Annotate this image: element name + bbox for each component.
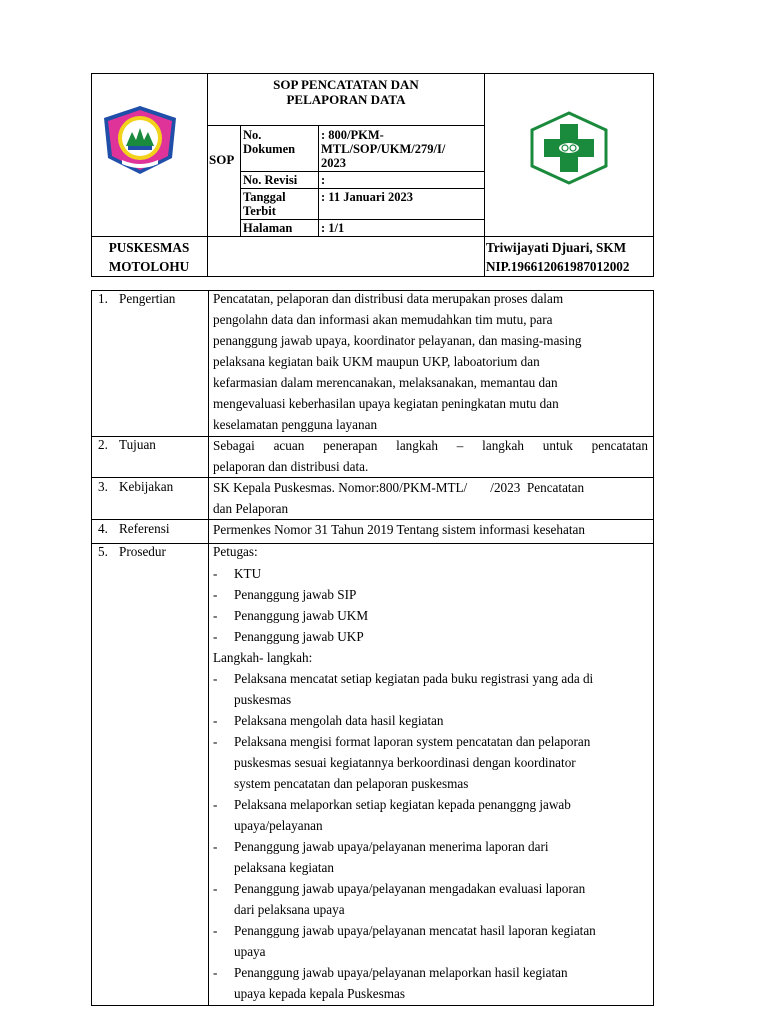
halaman-label: Halaman (243, 221, 293, 235)
section-tujuan-number: 2. (98, 437, 108, 452)
section-tujuan-label: Tujuan (119, 437, 156, 452)
tanggal-terbit-value: : 11 Januari 2023 (321, 190, 414, 204)
no-dokumen-value: : 800/PKM- MTL/SOP/UKM/279/I/ 2023 (321, 128, 446, 170)
section-prosedur-label: Prosedur (119, 544, 166, 559)
list-dash: - (213, 671, 218, 686)
no-dokumen-label: No. Dokumen (243, 128, 296, 156)
langkah-step: Pelaksana mengolah data hasil kegiatan (234, 713, 444, 728)
list-dash: - (213, 629, 218, 644)
list-dash: - (213, 587, 218, 602)
section-referensi-text: Permenkes Nomor 31 Tahun 2019 Tentang sistem informasi kesehatan (213, 522, 585, 537)
signer-nip: NIP.196612061987012002 (486, 259, 630, 274)
list-dash: - (213, 608, 218, 623)
section-referensi-number: 4. (98, 521, 108, 536)
regional-emblem-logo (100, 104, 180, 176)
puskesmas-cross-logo (528, 110, 610, 186)
list-dash: - (213, 713, 218, 728)
section-referensi-label: Referensi (119, 521, 170, 536)
no-revisi-value: : (321, 173, 326, 187)
section-prosedur-number: 5. (98, 544, 108, 559)
langkah-step: Penanggung jawab upaya/pelayanan menerima laporan dari pelaksana kegiatan (234, 839, 549, 875)
list-dash: - (213, 965, 218, 980)
section-pengertian-label: Pengertian (119, 291, 176, 306)
petugas-item: Penanggung jawab UKM (234, 608, 369, 623)
langkah-step: Pelaksana mengisi format laporan system pencatatan dan pelaporan puskesmas sesuai kegiatannya berkoordinasi dengan koordinator system pencatatan dan pelaporan puskesmas (234, 734, 591, 791)
section-pengertian-text: Pencatatan, pelaporan dan distribusi data merupakan proses dalam pengolahn data dan informasi akan memudahkan tim mutu, para penanggung jawab upaya, koordinator pelayanan, dan masing-masing pelaksana kegiatan baik UKM maupun UKP, laboatorium dan kefarmasian dalam merencanakan, melaksanakan, memantau dan mengevaluasi keberhasilan upaya kegiatan peningkatan mutu dan keselamatan pengguna layanan (213, 291, 582, 432)
list-dash: - (213, 881, 218, 896)
list-dash: - (213, 797, 218, 812)
langkah-step: Pelaksana melaporkan setiap kegiatan kepada penanggng jawab upaya/pelayanan (234, 797, 571, 833)
langkah-step: Pelaksana mencatat setiap kegiatan pada buku registrasi yang ada di puskesmas (234, 671, 594, 707)
langkah-step: Penanggung jawab upaya/pelayanan mengadakan evaluasi laporan dari pelaksana upaya (234, 881, 586, 917)
halaman-value: : 1/1 (321, 221, 345, 235)
sop-label: SOP (209, 152, 235, 167)
petugas-item: Penanggung jawab UKP (234, 629, 364, 644)
petugas-heading: Petugas: (213, 544, 258, 559)
section-kebijakan-label: Kebijakan (119, 479, 174, 494)
sop-title: SOP PENCATATAN DAN PELAPORAN DATA (273, 77, 419, 107)
signer-name: Triwijayati Djuari, SKM (486, 240, 627, 255)
list-dash: - (213, 566, 218, 581)
petugas-item: Penanggung jawab SIP (234, 587, 357, 602)
petugas-item: KTU (234, 566, 262, 581)
list-dash: - (213, 734, 218, 749)
signer-block (486, 238, 629, 276)
list-dash: - (213, 923, 218, 938)
tanggal-terbit-label: Tanggal Terbit (243, 190, 286, 218)
section-tujuan-text: Sebagai acuan penerapan langkah – langkah untuk pencatatan pelaporan dan distribusi data. (213, 438, 648, 474)
no-revisi-label: No. Revisi (243, 173, 298, 187)
section-pengertian-number: 1. (98, 291, 108, 306)
langkah-heading: Langkah- langkah: (213, 650, 313, 665)
section-kebijakan-text: SK Kepala Puskesmas. Nomor:800/PKM-MTL/ /2023 Pencatatan dan Pelaporan (213, 480, 585, 516)
section-kebijakan-number: 3. (98, 479, 108, 494)
langkah-step: Penanggung jawab upaya/pelayanan melaporkan hasil kegiatan upaya kepada kepala Puskesmas (234, 965, 568, 1001)
list-dash: - (213, 839, 218, 854)
langkah-step: Penanggung jawab upaya/pelayanan mencatat hasil laporan kegiatan upaya (234, 923, 596, 959)
puskesmas-name: PUSKESMAS MOTOLOHU (108, 240, 190, 274)
